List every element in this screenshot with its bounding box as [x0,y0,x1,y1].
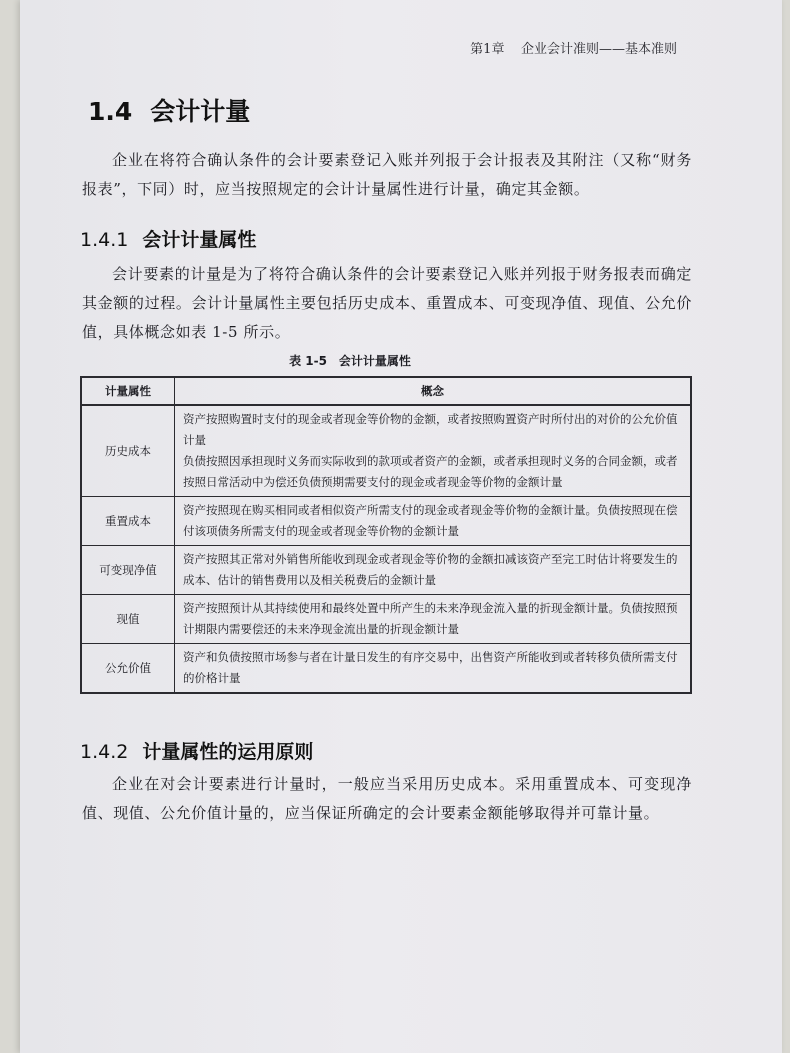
subsection-number-1: 1.4.1 [80,229,129,251]
table-row [81,405,691,497]
section-title: 会计计量 [150,97,251,126]
section-intro: 企业在将符合确认条件的会计要素登记入账并列报于会计报表及其附注（又称“财务报表”，下同）时，应当按照规定的会计计量属性进行计量，确定其金额。 [82,151,692,198]
subsection-text-1: 会计要素的计量是为了将符合确认条件的会计要素登记入账并列报于财务报表而确定其金额的过程。会计计量属性主要包括历史成本、重置成本、可变现净值、现值、公允价值，具体概念如表 1-5 所示。 [82,265,692,341]
chapter-number: 第1章 [470,42,505,57]
row-attr: 公允价值 [81,644,175,694]
measurement-attributes-table [80,376,692,694]
table-row [81,644,691,694]
table-caption: 表 1-5 会计计量属性 [289,354,411,368]
row-desc [175,405,692,497]
subsection-text-2: 企业在对会计要素进行计量时，一般应当采用历史成本。采用重置成本、可变现净值、现值、公允价值计量的，应当保证所确定的会计要素金额能够取得并可靠计量。 [82,775,692,822]
row-attr: 重置成本 [81,497,175,546]
desc-line: 资产按照现在购买相同或者相似资产所需支付的现金或者现金等价物的金额计量。负债按照现在偿付该项债务所需支付的现金或者现金等价物的金额计量 [183,503,678,538]
table-row [81,497,691,546]
section-heading [88,92,250,128]
subsection-heading-2 [80,737,313,764]
subsection-title-1: 会计计量属性 [142,229,257,251]
table-row [81,546,691,595]
table-row [81,595,691,644]
desc-line: 负债按照因承担现时义务而实际收到的款项或者资产的金额，或者承担现时义务的合同金额，或者按照日常活动中为偿还负债预期需要支付的现金或者现金等价物的金额计量 [183,454,678,489]
row-attr: 历史成本 [81,405,175,497]
subsection-title-2: 计量属性的运用原则 [142,741,314,763]
row-desc [175,595,692,644]
running-header [470,38,677,57]
desc-line: 资产按照购置时支付的现金或者现金等价物的金额，或者按照购置资产时所付出的对价的公允价值计量 [183,412,678,447]
row-desc [175,644,692,694]
row-attr: 现值 [81,595,175,644]
subsection-heading-1 [80,225,256,252]
desc-line: 资产和负债按照市场参与者在计量日发生的有序交易中，出售资产所能收到或者转移负债所需支付的价格计量 [183,650,678,685]
section-number: 1.4 [88,97,133,126]
header-concept: 概念 [175,377,692,405]
subsection-number-2: 1.4.2 [80,741,129,763]
desc-line: 资产按照其正常对外销售所能收到现金或者现金等价物的金额扣减该资产至完工时估计将要发生的成本、估计的销售费用以及相关税费后的金额计量 [183,552,678,587]
chapter-title: 企业会计准则——基本准则 [520,42,677,57]
book-page [20,0,782,1053]
table-header-row [81,377,691,405]
header-attr: 计量属性 [81,377,175,405]
row-desc [175,546,692,595]
row-attr: 可变现净值 [81,546,175,595]
desc-line: 资产按照预计从其持续使用和最终处置中所产生的未来净现金流入量的折现金额计量。负债按照预计期限内需要偿还的未来净现金流出量的折现金额计量 [183,601,678,636]
row-desc [175,497,692,546]
